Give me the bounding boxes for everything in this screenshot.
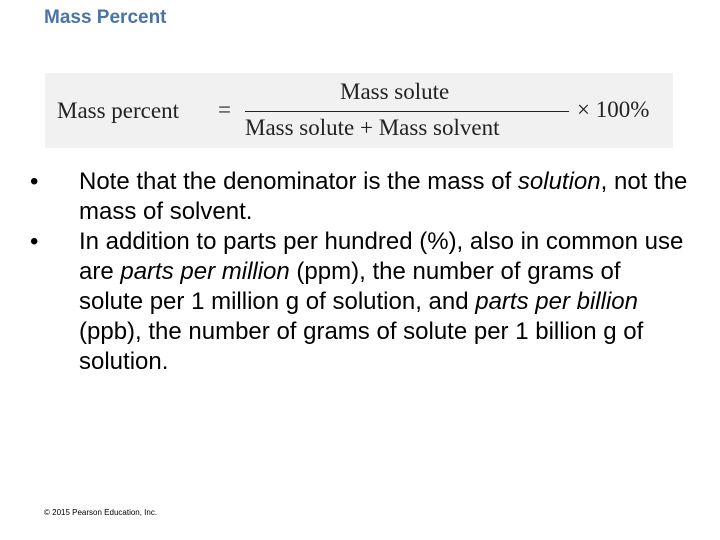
formula-denominator: Mass solute + Mass solvent bbox=[245, 115, 500, 140]
bullet-item bbox=[30, 227, 690, 377]
bullet-text: In addition to parts per hundred (%), also in common use are bbox=[79, 228, 684, 285]
formula-multiplier: × 100% bbox=[577, 97, 650, 122]
bullet-marker: • bbox=[30, 168, 39, 195]
fraction-bar bbox=[245, 111, 569, 112]
bullet-text: (ppm), the number of grams of solute per 1 million g of solution, and bbox=[79, 258, 621, 315]
formula-equals: = bbox=[218, 97, 231, 122]
bullet-emphasis: parts per million bbox=[120, 258, 290, 285]
bullet-list bbox=[30, 167, 690, 377]
copyright-notice: © 2015 Pearson Education, Inc. bbox=[44, 508, 158, 517]
bullet-emphasis: parts per billion bbox=[475, 288, 638, 315]
bullet-text: , not the mass of solvent. bbox=[79, 168, 688, 225]
bullet-emphasis: solution bbox=[517, 168, 601, 195]
bullet-marker: • bbox=[30, 228, 39, 255]
formula-numerator: Mass solute bbox=[340, 79, 450, 104]
bullet-text: (ppb), the number of grams of solute per 1 billion g of solution. bbox=[79, 318, 644, 375]
bullet-item bbox=[30, 167, 690, 227]
mass-percent-formula bbox=[45, 73, 673, 148]
bullet-text: Note that the denominator is the mass of bbox=[79, 168, 518, 195]
slide-title: Mass Percent bbox=[44, 7, 167, 28]
formula-lhs: Mass percent bbox=[57, 98, 179, 123]
